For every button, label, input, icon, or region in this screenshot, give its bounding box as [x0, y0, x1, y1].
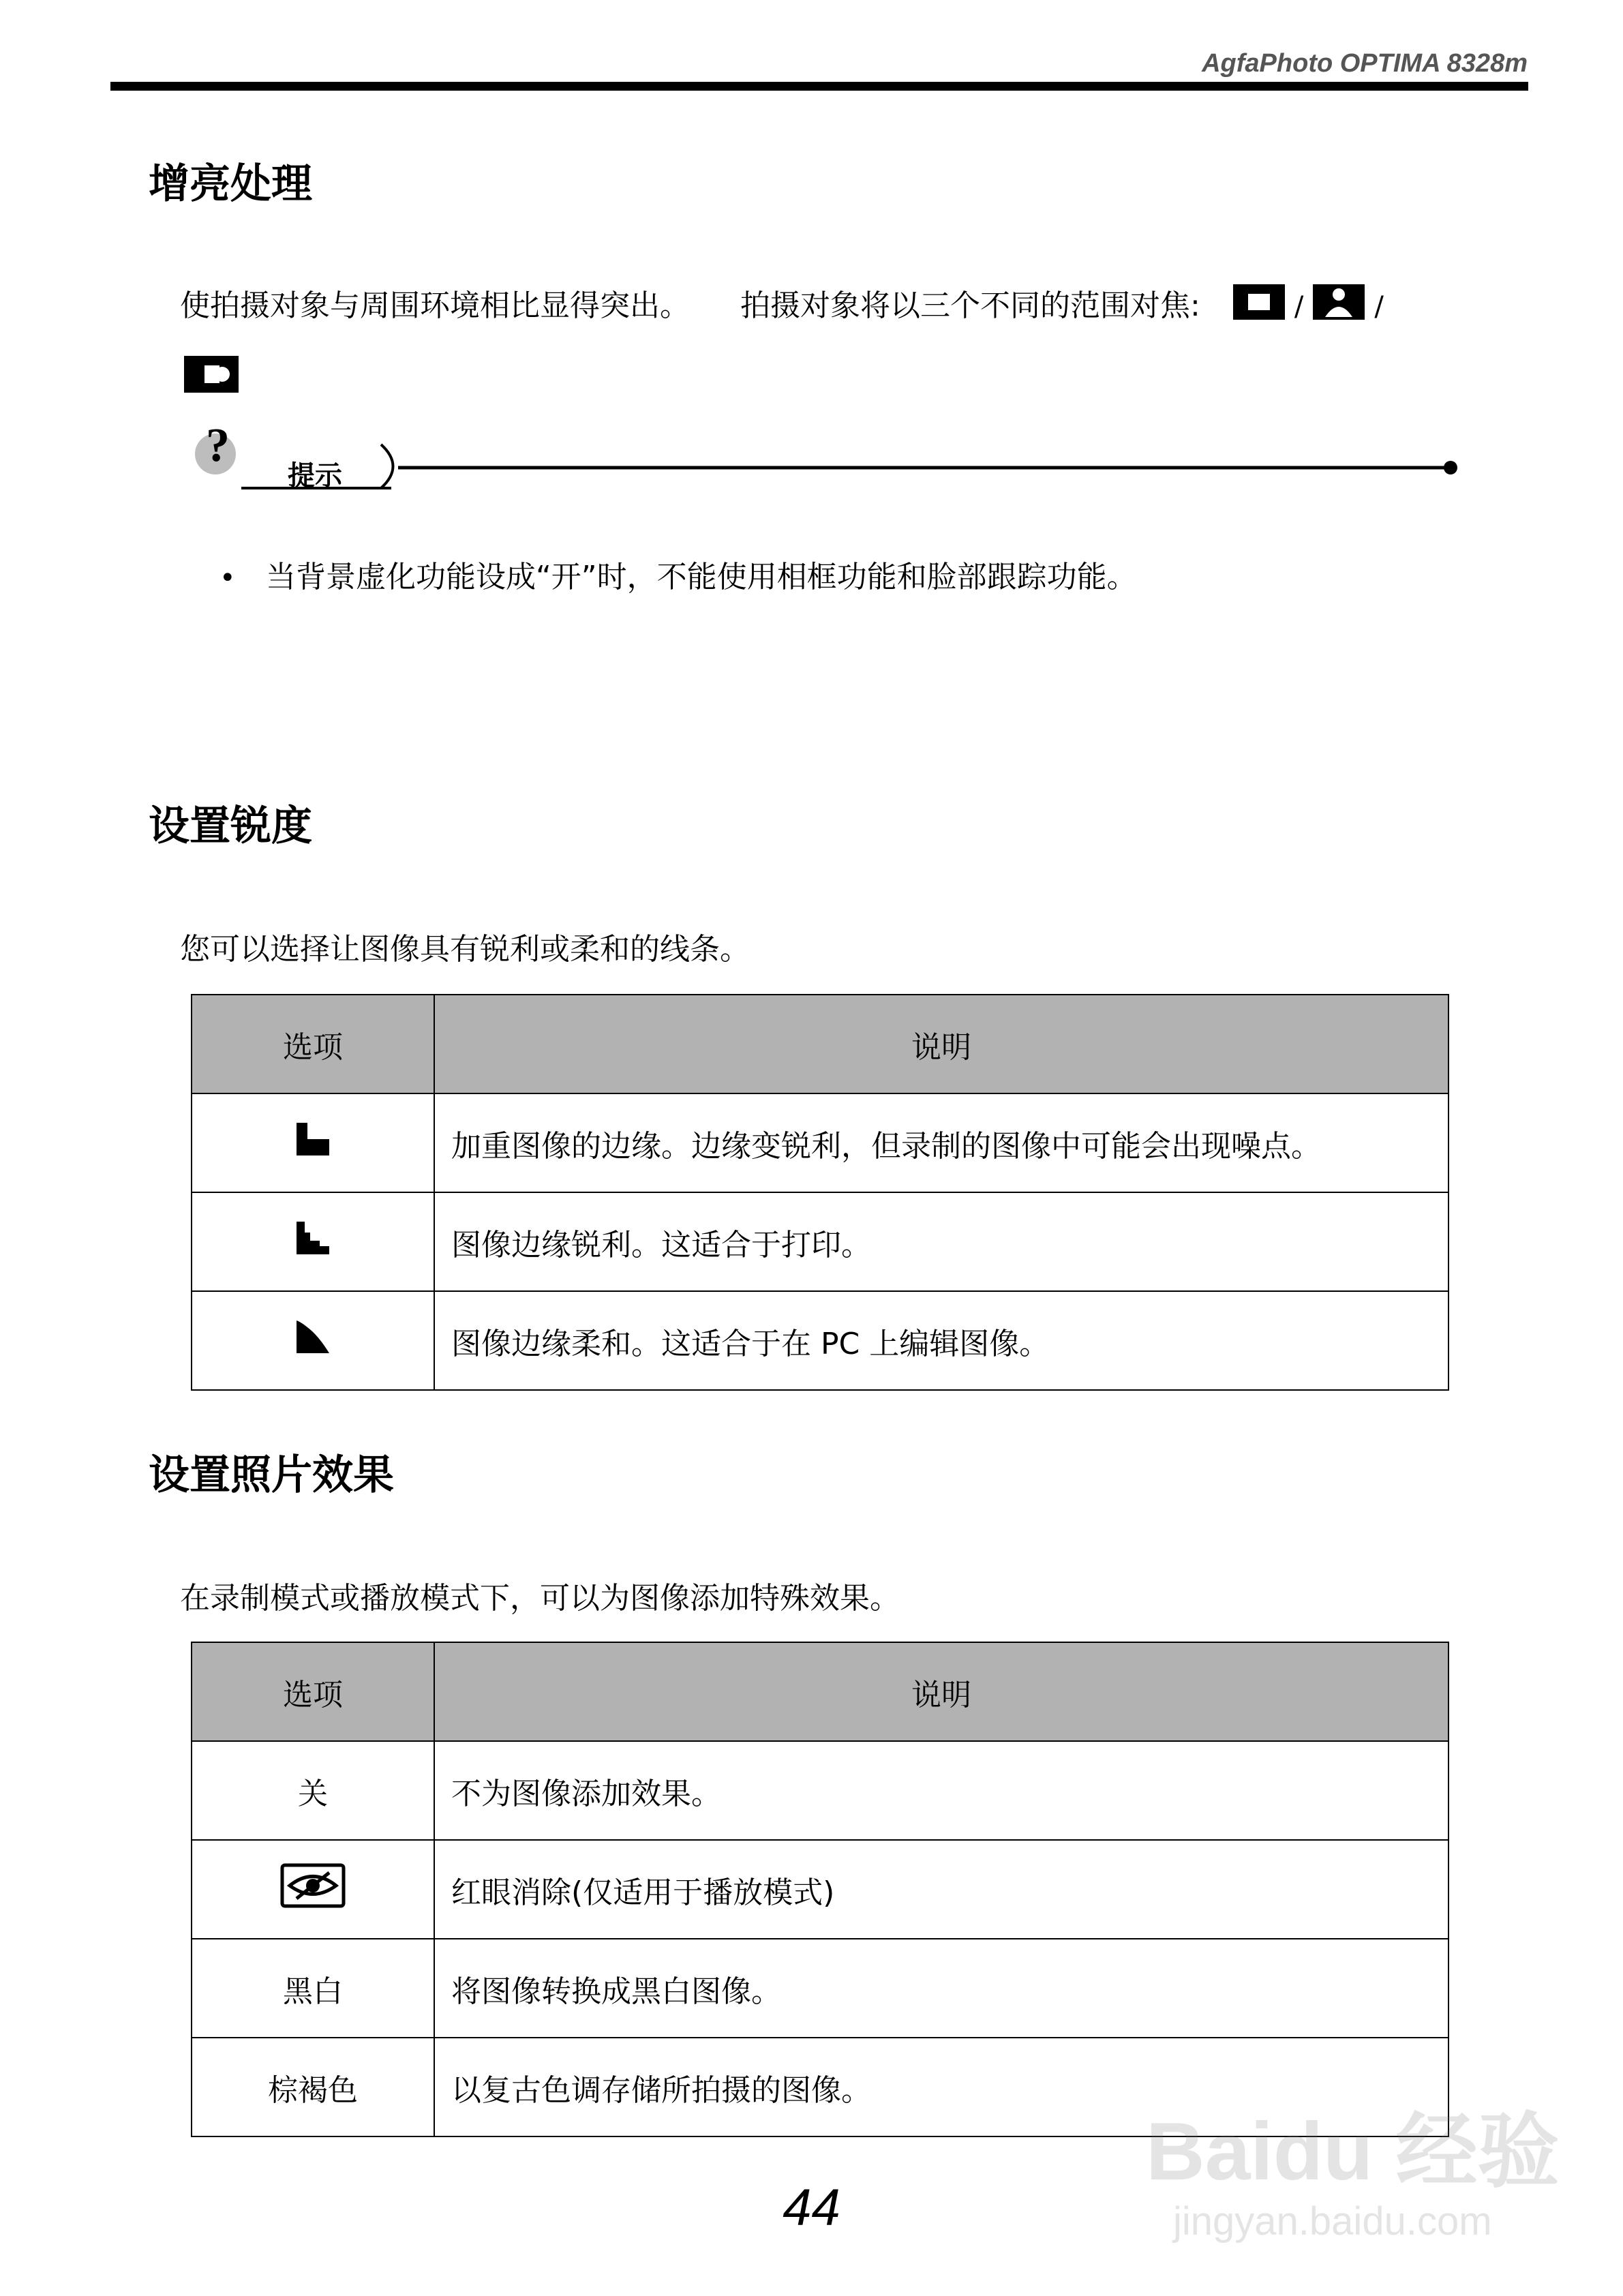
description-cell: 图像边缘柔和。这适合于在 PC 上编辑图像。: [434, 1291, 1448, 1390]
watermark-url: jingyan.baidu.com: [1173, 2199, 1492, 2244]
svg-text:?: ?: [206, 419, 230, 472]
section-title-sharpness: 设置锐度: [149, 802, 312, 850]
sharpness-description: 您可以选择让图像具有锐利或柔和的线条。: [180, 932, 750, 967]
watermark: [1146, 2072, 1560, 2263]
highlight-description: [180, 281, 1393, 324]
table-row: [192, 1741, 1448, 1840]
table-header-row: [192, 1642, 1448, 1741]
effects-table: [191, 1642, 1449, 2137]
tip-banner: [194, 417, 1475, 499]
option-cell: 关: [192, 1741, 434, 1840]
header-description: 说明: [434, 1642, 1448, 1741]
section-title-highlight: 增亮处理: [149, 160, 312, 208]
tip-bullet: [219, 552, 1137, 596]
sharp-normal-icon: [294, 1219, 332, 1265]
sharp-soft-icon: [294, 1318, 332, 1363]
description-cell: 以复古色调存储所拍摄的图像。: [434, 2038, 1448, 2136]
header-rule: [110, 82, 1528, 91]
description-cell: 红眼消除(仅适用于播放模式): [434, 1840, 1448, 1939]
sharpness-table: [191, 994, 1449, 1391]
highlight-description-part1: 使拍摄对象与周围环境相比显得突出。: [180, 288, 690, 323]
header-option: 选项: [192, 1642, 434, 1741]
bullet-glyph: •: [219, 562, 236, 594]
option-cell: 棕褐色: [192, 2038, 434, 2136]
highlight-description-part2: 拍摄对象将以三个不同的范围对焦:: [740, 288, 1200, 323]
sharp-hard-icon: [294, 1120, 332, 1166]
effects-description: 在录制模式或播放模式下，可以为图像添加特殊效果。: [180, 1581, 900, 1616]
tip-label: 提示: [288, 460, 342, 492]
header-brand: AgfaPhoto OPTIMA 8328m: [1202, 49, 1528, 78]
tip-bullet-text: 当背景虚化功能设成“开”时，不能使用相框功能和脸部跟踪功能。: [266, 560, 1137, 594]
table-row: [192, 1939, 1448, 2038]
table-row: [192, 1192, 1448, 1291]
table-row: [192, 1093, 1448, 1192]
option-cell: [192, 1093, 434, 1192]
header-description: 说明: [434, 995, 1448, 1093]
table-row: [192, 1291, 1448, 1390]
mode-separator: /: [1294, 291, 1304, 322]
description-cell: 图像边缘锐利。这适合于打印。: [434, 1192, 1448, 1291]
mode-separator: /: [1374, 291, 1384, 322]
header-option: 选项: [192, 995, 434, 1093]
section-title-effects: 设置照片效果: [149, 1451, 394, 1499]
tip-line: [194, 417, 1475, 499]
description-cell: 加重图像的边缘。边缘变锐利，但录制的图像中可能会出现噪点。: [434, 1093, 1448, 1192]
red-eye-icon: [280, 1863, 346, 1916]
highlight-center-icon: [1233, 284, 1285, 320]
highlight-portrait-icon: [1313, 284, 1365, 320]
option-cell: [192, 1291, 434, 1390]
table-header-row: [192, 995, 1448, 1093]
description-cell: 不为图像添加效果。: [434, 1741, 1448, 1840]
option-cell: [192, 1840, 434, 1939]
watermark-brand: Baidu 经验: [1146, 2106, 1560, 2197]
page-number: 44: [783, 2179, 840, 2237]
option-cell: [192, 1192, 434, 1291]
highlight-side-icon: [184, 356, 239, 395]
tip-bullets: [219, 552, 1137, 596]
option-cell: 黑白: [192, 1939, 434, 2038]
description-cell: 将图像转换成黑白图像。: [434, 1939, 1448, 2038]
table-row: [192, 1840, 1448, 1939]
